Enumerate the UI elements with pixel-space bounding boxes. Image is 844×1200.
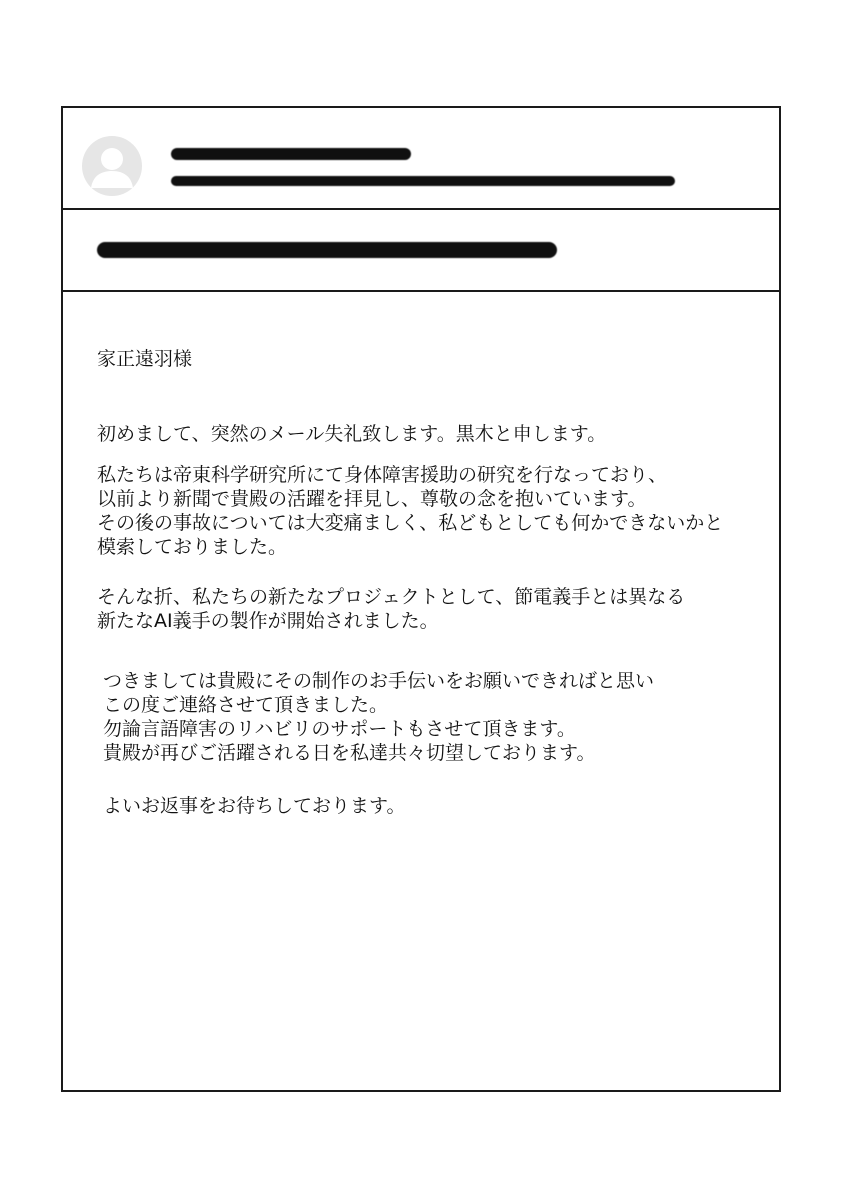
body-line: 貴殿が再びご活躍される日を私達共々切望しております。 (103, 742, 596, 764)
body-paragraph (97, 463, 723, 559)
greeting: 家正遠羽様 (97, 348, 193, 370)
body-line: 模索しておりました。 (97, 536, 288, 558)
body-line: そんな折、私たちの新たなプロジェクトとして、節電義手とは異なる (97, 586, 686, 608)
sender-name-redacted (171, 148, 411, 160)
body-paragraph (103, 669, 654, 765)
body-line: 初めまして、突然のメール失礼致します。黒木と申します。 (97, 423, 607, 445)
subject-header (63, 208, 779, 292)
sender-address-redacted (171, 176, 675, 186)
body-paragraph (103, 794, 405, 818)
message-body (63, 292, 779, 1090)
body-line: よいお返事をお待ちしております。 (103, 795, 406, 817)
subject-redacted (97, 242, 557, 258)
body-line: この度ご連絡させて頂きました。 (103, 694, 389, 716)
body-line: つきましては貴殿にその制作のお手伝いをお願いできればと思い (103, 670, 655, 692)
sender-header (63, 108, 779, 210)
body-line: 新たなAI義手の製作が開始されました。 (97, 610, 439, 632)
user-avatar-placeholder-icon (82, 136, 142, 196)
body-line: 私たちは帝東科学研究所にて身体障害援助の研究を行なっており、 (97, 464, 668, 486)
body-line: 以前より新聞で貴殿の活躍を拝見し、尊敬の念を抱いています。 (97, 488, 647, 510)
body-paragraph (97, 585, 685, 633)
body-line: 勿論言語障害のリハビリのサポートもさせて頂きます。 (103, 718, 576, 740)
body-paragraph (97, 422, 606, 446)
body-line: その後の事故については大変痛ましく、私どもとしても何かできないかと (97, 512, 724, 534)
email-window (61, 106, 781, 1092)
